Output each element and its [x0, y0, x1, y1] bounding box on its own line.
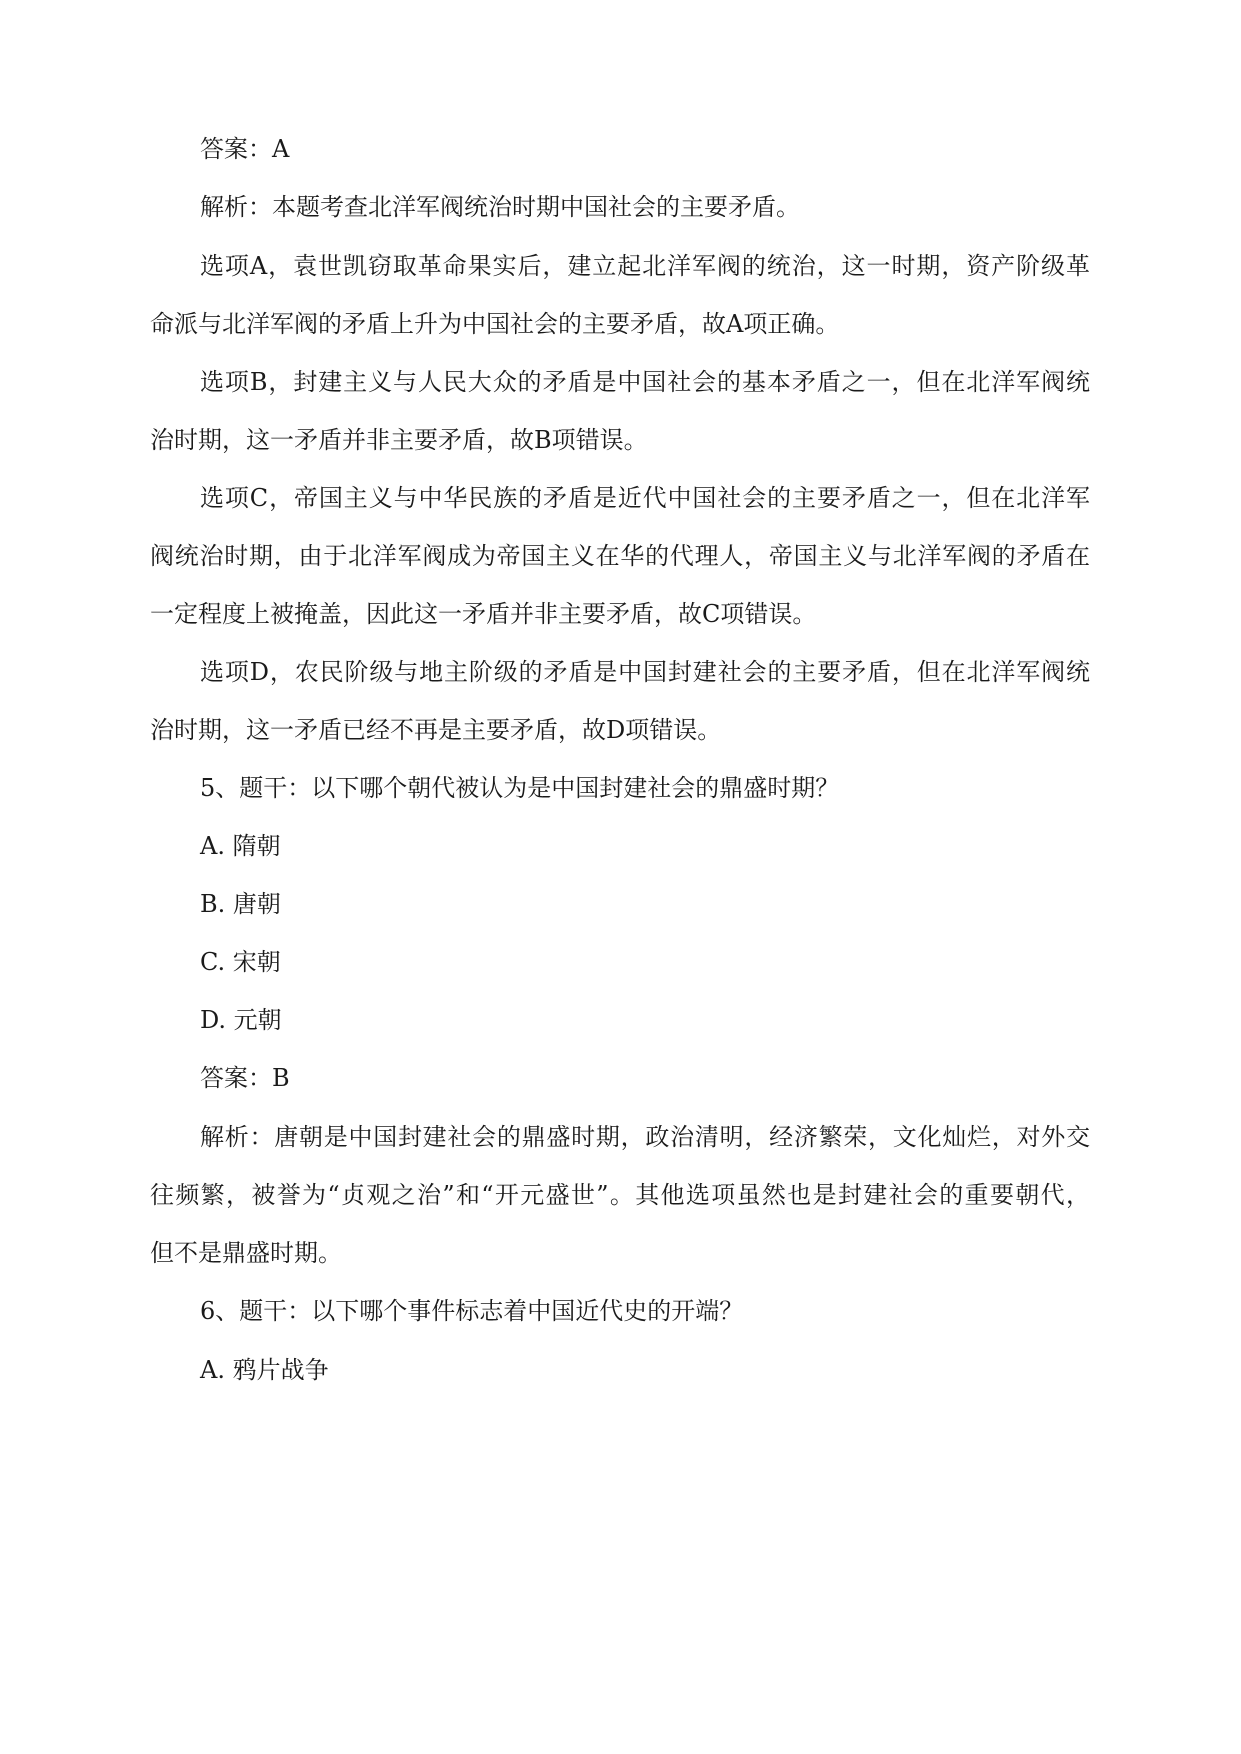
q4-option-d-line-1: 选项D，农民阶级与地主阶级的矛盾是中国封建社会的主要矛盾，但在北洋军阀统 [200, 658, 1090, 686]
q6-option-a: A. 鸦片战争 [200, 1356, 329, 1384]
q5-analysis-line-3: 但不是鼎盛时期。 [150, 1239, 342, 1267]
q5-analysis-line-2: 往频繁，被誉为“贞观之治”和“开元盛世”。其他选项虽然也是封建社会的重要朝代， [150, 1181, 1090, 1209]
q4-option-c-line-1: 选项C，帝国主义与中华民族的矛盾是近代中国社会的主要矛盾之一，但在北洋军 [200, 484, 1090, 512]
q4-option-a-line-1: 选项A，袁世凯窃取革命果实后，建立起北洋军阀的统治，这一时期，资产阶级革 [200, 252, 1090, 280]
q4-option-b-line-2: 治时期，这一矛盾并非主要矛盾，故B项错误。 [150, 426, 648, 454]
q4-option-c-line-2: 阀统治时期，由于北洋军阀成为帝国主义在华的代理人，帝国主义与北洋军阀的矛盾在 [150, 542, 1090, 570]
q4-option-a-line-2: 命派与北洋军阀的矛盾上升为中国社会的主要矛盾，故A项正确。 [150, 310, 840, 338]
q6-stem: 6、题干：以下哪个事件标志着中国近代史的开端？ [200, 1297, 744, 1325]
q5-option-b: B. 唐朝 [200, 890, 281, 918]
q4-option-d-line-2: 治时期，这一矛盾已经不再是主要矛盾，故D项错误。 [150, 716, 722, 744]
q4-option-c-line-3: 一定程度上被掩盖，因此这一矛盾并非主要矛盾，故C项错误。 [150, 600, 817, 628]
q5-option-c: C. 宋朝 [200, 948, 281, 976]
q5-option-a: A. 隋朝 [200, 832, 281, 860]
q4-analysis: 解析：本题考查北洋军阀统治时期中国社会的主要矛盾。 [200, 193, 800, 221]
q4-option-b-line-1: 选项B，封建主义与人民大众的矛盾是中国社会的基本矛盾之一，但在北洋军阀统 [200, 368, 1090, 396]
q5-stem: 5、题干：以下哪个朝代被认为是中国封建社会的鼎盛时期？ [200, 774, 840, 802]
q4-answer: 答案：A [200, 135, 290, 163]
q5-analysis-line-1: 解析：唐朝是中国封建社会的鼎盛时期，政治清明，经济繁荣，文化灿烂，对外交 [200, 1123, 1090, 1151]
q5-answer: 答案：B [200, 1064, 290, 1092]
q5-option-d: D. 元朝 [200, 1006, 282, 1034]
